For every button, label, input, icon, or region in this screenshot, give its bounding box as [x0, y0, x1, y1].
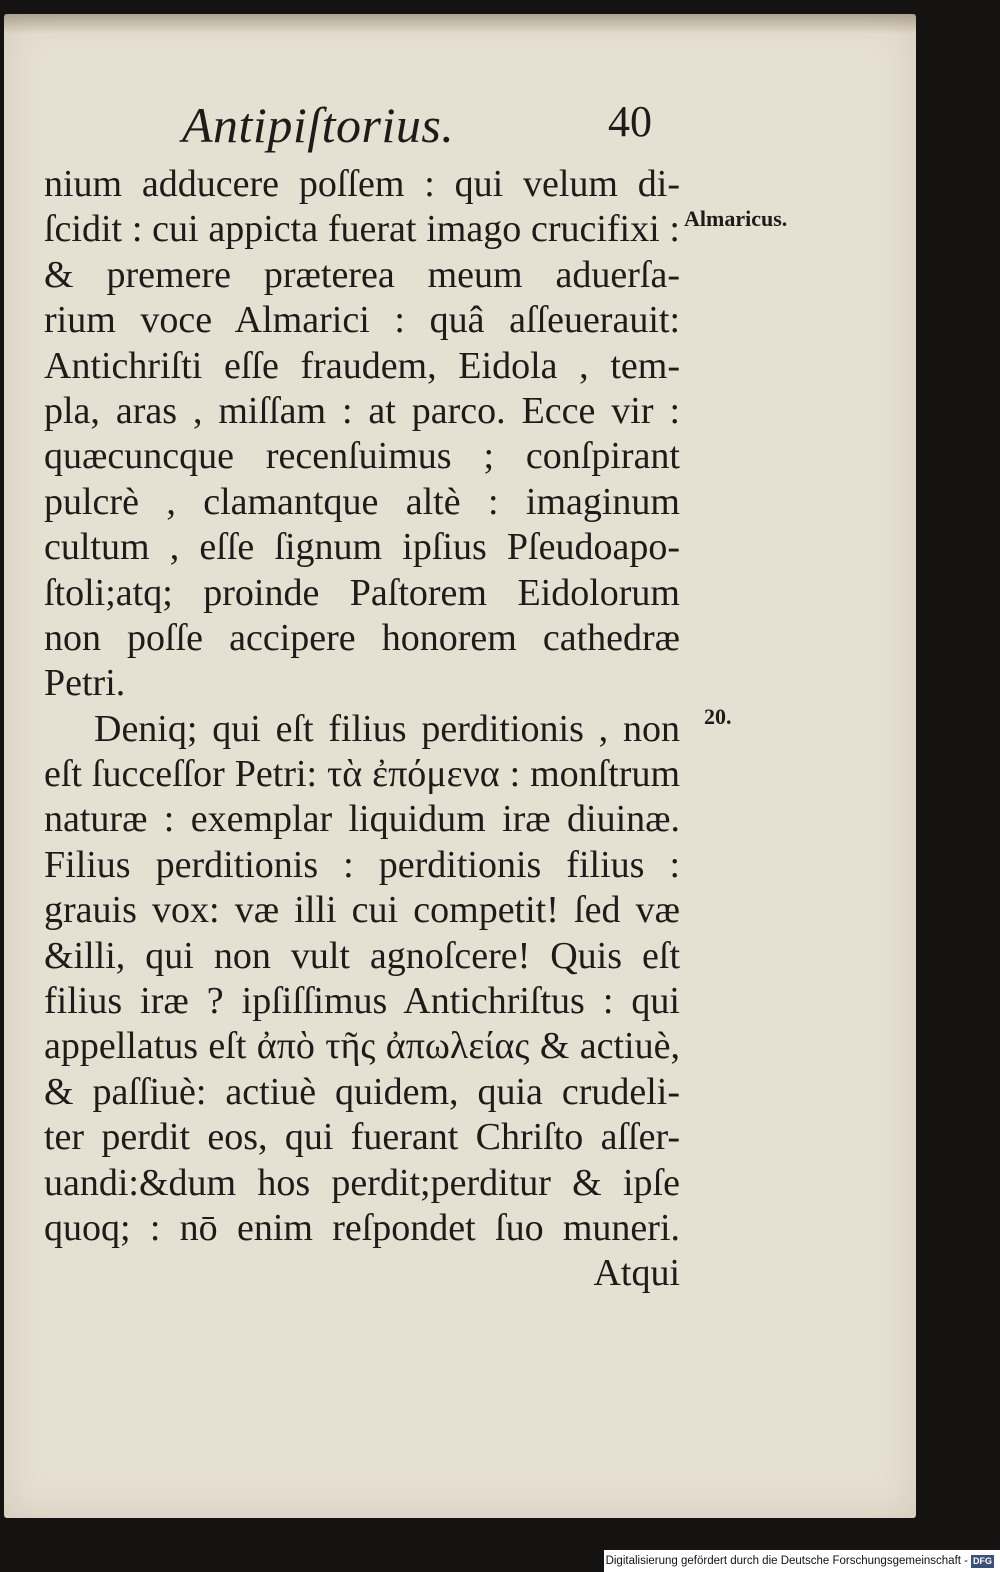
dfg-logo-icon: DFG [973, 1555, 992, 1566]
text-line: non poſſe accipere honorem cathedræ [44, 616, 680, 659]
text-line: appellatus eſt ἀπὸ τῆς ἀπωλείας & actiuè, [44, 1025, 680, 1068]
margin-note-number: 20. [704, 704, 732, 729]
text-line: &illi, qui non vult agnoſcere! Quis eſt [44, 934, 680, 977]
text-line: quoq; : nō enim reſpondet ſuo muneri. [44, 1206, 680, 1249]
text-line: quæcuncque recenſuimus ; conſpirant [44, 435, 680, 478]
text-line: filius iræ ? ipſiſſimus Antichriſtus : qui [44, 980, 680, 1023]
margin-note-almaricus: Almaricus. [684, 206, 788, 231]
text-line: cultum , eſſe ſignum ipſius Pſeudoapo- [44, 526, 680, 569]
text-line: pla, aras , miſſam : at parco. Ecce vir : [44, 389, 680, 432]
text-line: Petri. [44, 662, 126, 705]
text-line: Antichriſti eſſe fraudem, Eidola , tem- [44, 344, 680, 387]
digitization-credit-text: Digitalisierung gefördert durch die Deutsche Forschungsgemeinschaft - [605, 1555, 968, 1567]
body-text [44, 162, 680, 1297]
text-line: ſtoli;atq; proinde Paſtorem Eidolorum [44, 571, 680, 614]
text-line: & premere præterea meum aduerſa- [44, 253, 680, 296]
text-line: nium adducere poſſem : qui velum di- [44, 163, 680, 205]
text-line: eſt ſucceſſor Petri: τὰ ἐπόμενα : monſtrum [44, 753, 680, 796]
running-head-title: Antipiſtorius. [182, 97, 455, 153]
text-line: naturæ : exemplar liquidum iræ diuinæ. [44, 798, 680, 841]
text-line: grauis vox: væ illi cui competit! ſed væ [44, 889, 680, 932]
catchword: Atqui [593, 1252, 680, 1295]
text-line: uandi:&dum hos perdit;perditur & ipſe [44, 1161, 680, 1204]
book-page [4, 14, 916, 1518]
text-line: Filius perditionis : perditionis filius : [44, 843, 680, 886]
text-line: rium voce Almarici : quâ aſſeuerauit: [44, 299, 680, 342]
text-line: pulcrè , clamantque altè : imaginum [44, 480, 680, 523]
text-line: ſcidit : cui appicta fuerat imago crucifixi : [44, 208, 680, 251]
text-line: Deniq; qui eſt filius perditionis , non [94, 707, 680, 750]
text-line: & paſſiuè: actiuè quidem, quia crudeli- [44, 1070, 680, 1113]
text-line: ter perdit eos, qui fuerant Chriſto aſſer- [44, 1116, 680, 1159]
page-number: 40 [608, 97, 652, 146]
digitization-credit-bar [604, 1550, 1000, 1572]
